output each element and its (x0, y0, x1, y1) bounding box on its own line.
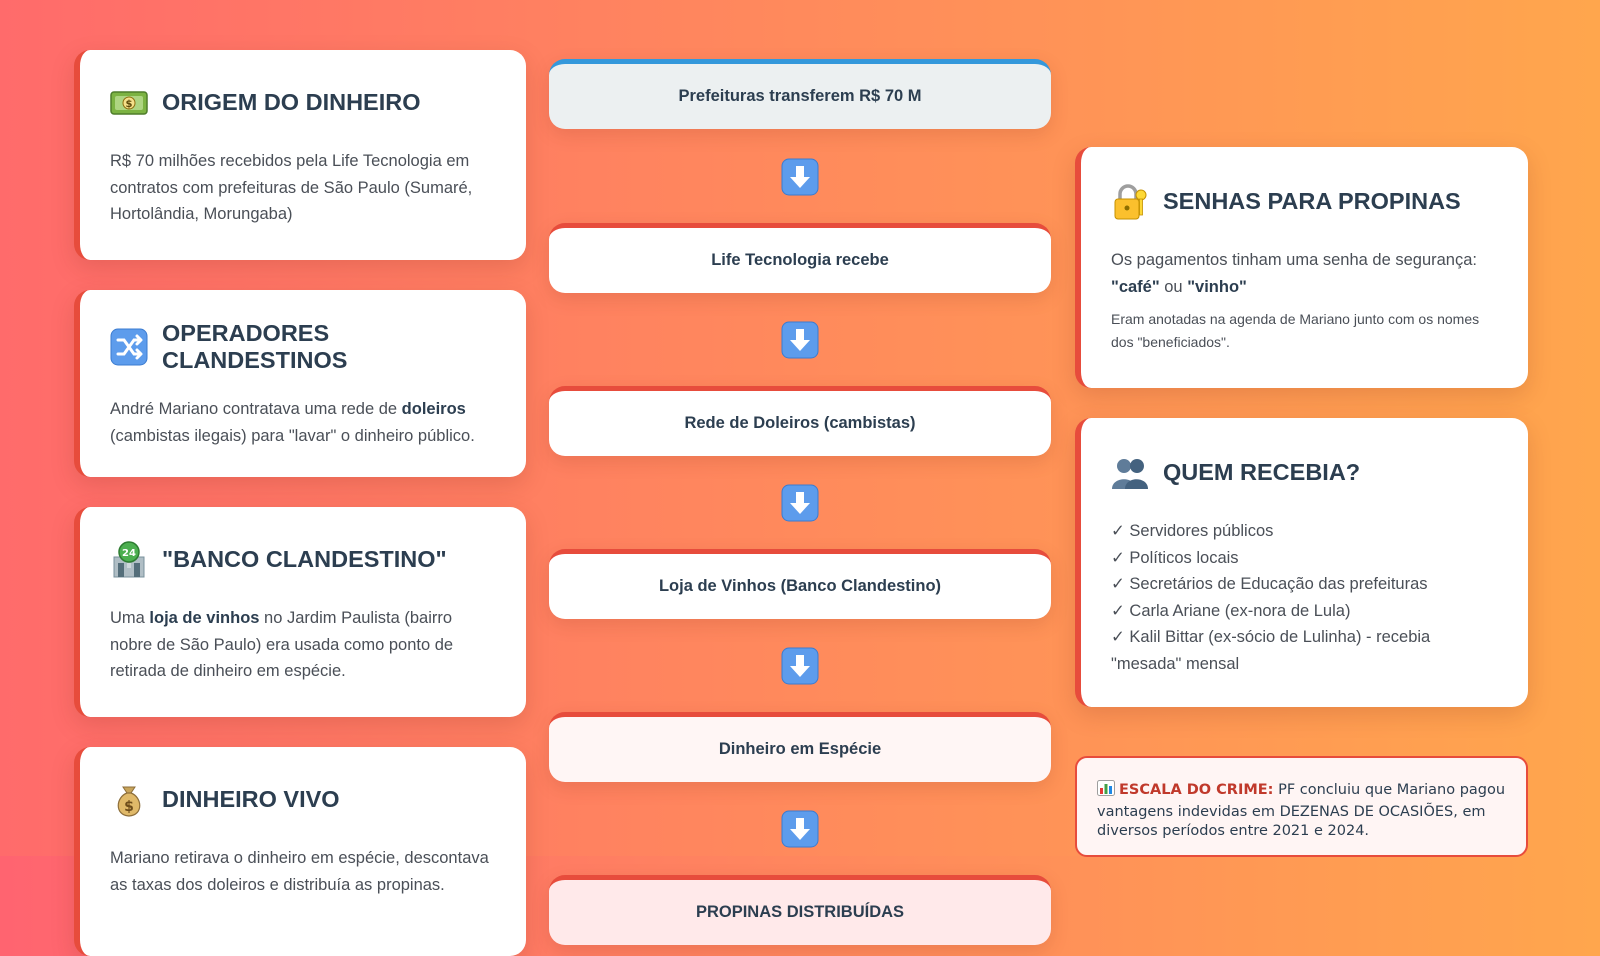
list-item: ✓ Servidores públicos (1111, 522, 1274, 540)
card-description: Os pagamentos tinham uma senha de segurança: "café" ou "vinho" (1111, 251, 1477, 296)
list-item: ✓ Secretários de Educação das prefeituras (1111, 575, 1428, 593)
bar-chart-icon (1097, 780, 1115, 803)
flow-step-1: Prefeituras transferem R$ 70 M (549, 59, 1051, 129)
card-description: Uma loja de vinhos no Jardim Paulista (bairro nobre de São Paulo) era usada como ponto de retirada de dinheiro em espécie. (110, 609, 454, 680)
card-title: SENHAS PARA PROPINAS (1163, 188, 1461, 215)
card-operadores (74, 290, 526, 477)
money-bag-icon (110, 781, 148, 819)
recipients-list (1111, 518, 1498, 677)
svg-text:$: $ (124, 799, 134, 815)
atm-building-icon (110, 541, 148, 579)
card-dinheiro-vivo (74, 747, 526, 956)
flow-step-5: Dinheiro em Espécie (549, 712, 1051, 782)
svg-text:24: 24 (122, 548, 136, 559)
down-arrow-icon (781, 810, 819, 848)
list-item: ✓ Políticos locais (1111, 548, 1239, 567)
card-description: R$ 70 milhões recebidos pela Life Tecnologia em contratos com prefeituras de São Paulo (Sumaré, Hortolândia, Morungaba) (110, 152, 473, 223)
flow-step-4: Loja de Vinhos (Banco Clandestino) (549, 549, 1051, 619)
down-arrow-icon (781, 321, 819, 359)
down-arrow-icon (781, 158, 819, 196)
flow-step-2: Life Tecnologia recebe (549, 223, 1051, 293)
shuffle-icon (110, 328, 148, 366)
card-description: Mariano retirava o dinheiro em espécie, descontava as taxas dos doleiros e distribuía as propinas. (110, 849, 489, 894)
crime-scale-note (1075, 756, 1528, 857)
list-item: ✓ Carla Ariane (ex-nora de Lula) (1111, 601, 1351, 620)
card-origem (74, 50, 526, 260)
card-title: ORIGEM DO DINHEIRO (162, 89, 421, 116)
scale-text: PF concluiu que Mariano pagou vantagens indevidas em DEZENAS DE OCASIÕES, em diversos períodos entre 2021 e 2024. (1097, 782, 1506, 839)
down-arrow-icon (781, 647, 819, 685)
down-arrow-icon (781, 484, 819, 522)
card-title: OPERADORES CLANDESTINOS (162, 320, 348, 374)
money-bill-icon (110, 84, 148, 122)
card-title: "BANCO CLANDESTINO" (162, 546, 447, 573)
card-title: QUEM RECEBIA? (1163, 459, 1361, 486)
card-banco (74, 507, 526, 717)
scale-label: ESCALA DO CRIME: (1119, 782, 1274, 798)
card-note: Eram anotadas na agenda de Mariano junto com os nomes dos "beneficiados". (1111, 311, 1480, 350)
card-description: André Mariano contratava uma rede de doleiros (cambistas ilegais) para "lavar" o dinheiro público. (110, 400, 475, 445)
svg-text:$: $ (125, 99, 133, 110)
locked-key-icon (1111, 183, 1149, 221)
list-item: ✓ Kalil Bittar (ex-sócio de Lulinha) - recebia "mesada" mensal (1111, 628, 1431, 673)
flow-step-6: PROPINAS DISTRIBUÍDAS (549, 875, 1051, 945)
card-title: DINHEIRO VIVO (162, 786, 340, 813)
flow-step-3: Rede de Doleiros (cambistas) (549, 386, 1051, 456)
card-senhas (1075, 147, 1528, 388)
card-quem-recebia (1075, 418, 1528, 707)
people-icon (1111, 454, 1149, 492)
